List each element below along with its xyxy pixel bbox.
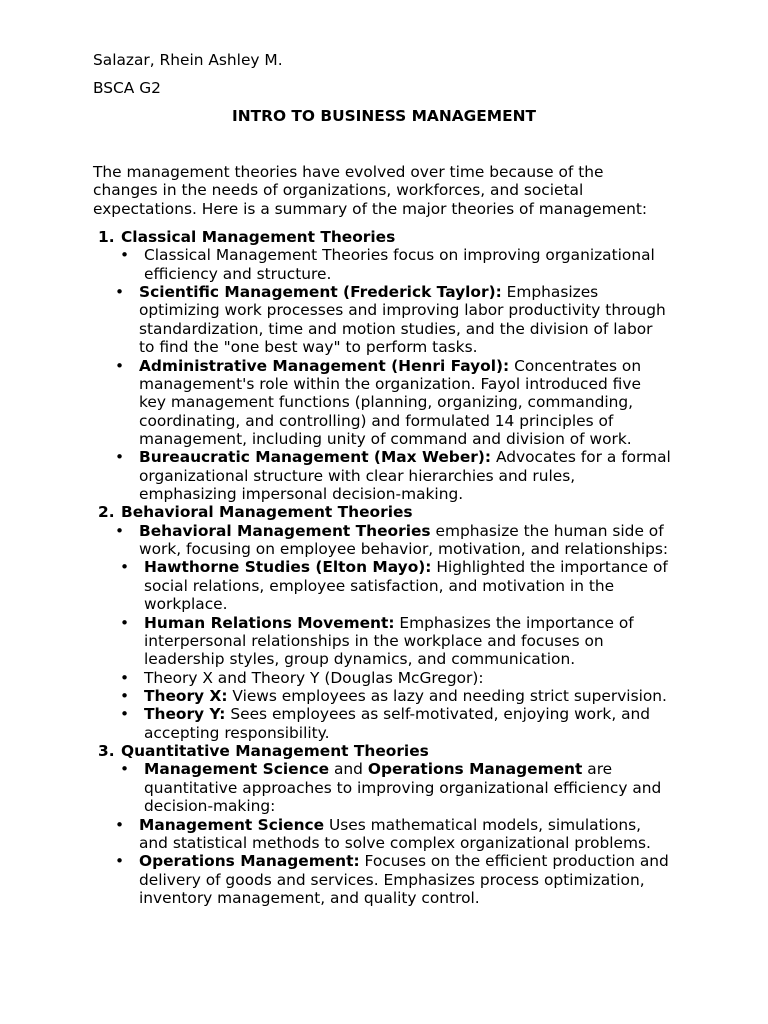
bullet-term: Operations Management: (139, 852, 360, 871)
bullet-item (93, 522, 753, 559)
bullet-item (93, 246, 753, 283)
bullet-term: Behavioral Management Theories (139, 521, 431, 540)
section-number: 1. (98, 228, 115, 246)
bullet-text: Uses mathematical models, simulations, and statistical methods to solve complex organizational problems. (139, 815, 651, 852)
section-title: Quantitative Management Theories (121, 742, 429, 761)
section-number: 3. (98, 742, 115, 761)
bullet-item (93, 558, 753, 613)
bullet-term: Hawthorne Studies (Elton Mayo): (144, 558, 432, 577)
bullet-marker: • (115, 283, 125, 302)
bullet-item (93, 705, 753, 742)
bullet-text: Classical Management Theories focus on improving organizational efficiency and structure. (144, 246, 655, 283)
bullet-text: Advocates for a formal organizational structure with clear hierarchies and rules, emphasizing impersonal decision-making. (139, 448, 671, 504)
bullet-item (93, 357, 753, 449)
intro-paragraph: The management theories have evolved over time because of the changes in the needs of organizations, workforces, and societal expectations. Here is a summary of the major theories of management: (93, 163, 648, 218)
bullet-marker: • (120, 558, 130, 577)
bullet-text: Highlighted the importance of social relations, employee satisfaction, and motivation in the workplace. (144, 558, 668, 614)
bullet-item (93, 283, 753, 356)
bullet-term: Scientific Management (Frederick Taylor): (139, 283, 502, 302)
bullet-marker: • (120, 246, 130, 265)
bullet-item (93, 448, 753, 503)
bullet-item (93, 687, 753, 705)
bullet-term: Operations Management (367, 760, 583, 779)
course-section: BSCA G2 (93, 79, 161, 97)
bullet-connector: and (334, 760, 363, 779)
bullet-item (93, 852, 753, 907)
bullet-term: Theory Y: (144, 705, 226, 724)
bullet-text: Theory X and Theory Y (Douglas McGregor): (144, 668, 484, 687)
bullet-marker: • (120, 686, 130, 705)
bullet-text: Views employees as lazy and needing strict supervision. (232, 686, 667, 705)
bullet-text: emphasize the human side of work, focusing on employee behavior, motivation, and relationships: (139, 521, 669, 559)
bullet-item (93, 816, 753, 853)
bullet-marker: • (120, 668, 130, 687)
bullet-marker: • (115, 448, 125, 467)
bullet-text: Focuses on the efficient production and delivery of goods and services. Emphasizes process optimization, inventory management, and quality control. (139, 852, 669, 907)
bullet-marker: • (120, 760, 130, 779)
section-heading (93, 742, 753, 760)
section-behavioral (93, 503, 753, 742)
section-classical (93, 228, 753, 503)
bullet-item (93, 614, 753, 669)
bullet-term: Management Science (139, 815, 325, 834)
bullet-marker: • (120, 705, 130, 724)
section-heading (93, 228, 753, 246)
section-number: 2. (98, 503, 115, 522)
section-title: Classical Management Theories (121, 228, 396, 246)
theories-outline (93, 228, 753, 907)
bullet-text: are quantitative approaches to improving organizational efficiency and decision-making: (144, 760, 662, 816)
bullet-marker: • (115, 852, 125, 871)
bullet-text: Emphasizes optimizing work processes and improving labor productivity through standardization, time and motion studies, and the division of labor to find the "one best way" to perform tasks. (139, 283, 666, 357)
section-heading (93, 503, 753, 521)
section-quantitative (93, 742, 753, 907)
bullet-term: Human Relations Movement: (144, 613, 395, 632)
author-name: Salazar, Rhein Ashley M. (93, 51, 283, 69)
document-title: INTRO TO BUSINESS MANAGEMENT (232, 107, 536, 125)
bullet-marker: • (120, 613, 130, 632)
bullet-marker: • (115, 815, 125, 834)
bullet-term: Bureaucratic Management (Max Weber): (139, 448, 492, 467)
bullet-text: Concentrates on management's role within the organization. Fayol introduced five key management functions (planning, organizing, commanding, coordinating, and controlling) and formulated 14 principles of management, including unity of command and division of work. (139, 356, 642, 448)
bullet-term: Theory X: (144, 686, 228, 705)
bullet-term: Administrative Management (Henri Fayol): (139, 356, 510, 375)
bullet-text: Emphasizes the importance of interpersonal relationships in the workplace and focuses on leadership styles, group dynamics, and communication. (144, 613, 634, 669)
section-title: Behavioral Management Theories (121, 503, 413, 522)
bullet-marker: • (115, 521, 125, 540)
bullet-text: Sees employees as self-motivated, enjoying work, and accepting responsibility. (144, 705, 651, 742)
bullet-marker: • (115, 356, 125, 375)
bullet-item (93, 669, 753, 687)
bullet-item (93, 760, 753, 815)
bullet-term: Management Science (144, 760, 330, 779)
